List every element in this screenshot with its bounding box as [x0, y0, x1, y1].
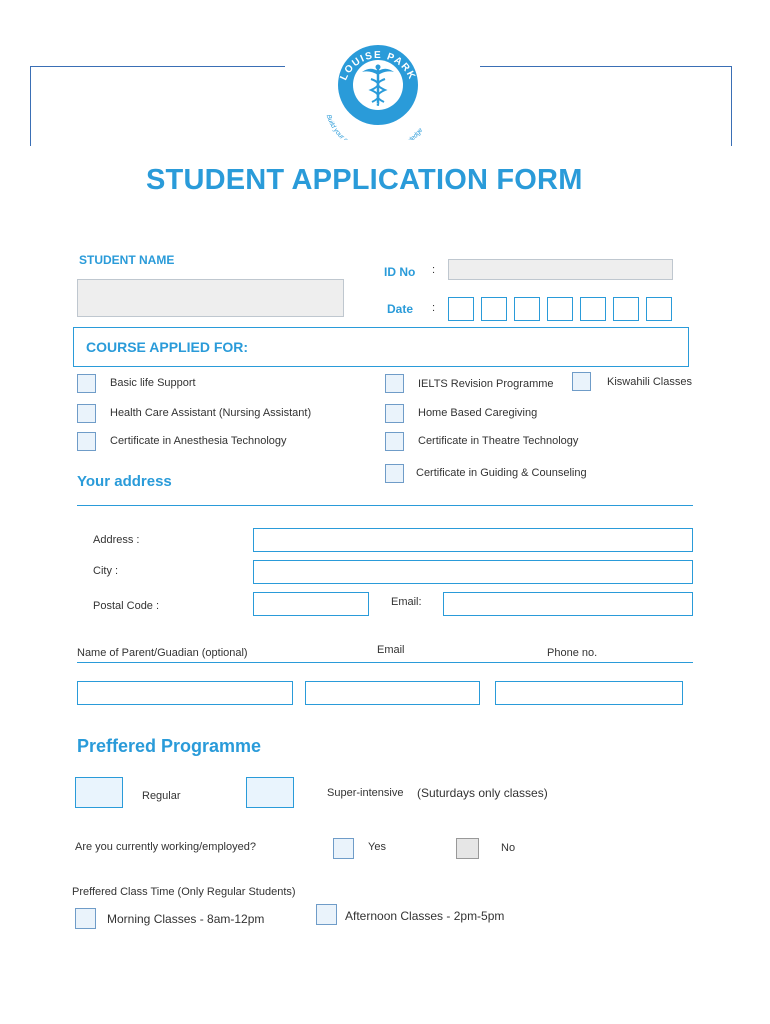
course-guiding-counseling: Certificate in Guiding & Counseling: [416, 467, 587, 479]
programme-heading: Preffered Programme: [77, 736, 262, 756]
programme-saturdays-note: (Suturdays only classes): [417, 786, 548, 800]
date-label: Date: [387, 302, 414, 316]
city-label: City :: [93, 565, 119, 577]
checkbox-employed-yes[interactable]: [333, 838, 354, 859]
course-basic-life-support: Basic life Support: [110, 377, 196, 389]
checkbox-health-care-assistant[interactable]: [77, 404, 96, 423]
city-field[interactable]: [253, 560, 693, 584]
afternoon-classes-label: Afternoon Classes - 2pm-5pm: [345, 909, 505, 923]
address-label: Address :: [93, 534, 140, 546]
date-digit-6[interactable]: [613, 297, 639, 321]
checkbox-guiding-counseling[interactable]: [385, 464, 404, 483]
parent-name-label: Name of Parent/Guadian (optional): [77, 647, 248, 659]
checkbox-kiswahili[interactable]: [572, 372, 591, 391]
address-heading: Your address: [77, 473, 172, 490]
course-anesthesia: Certificate in Anesthesia Technology: [110, 435, 287, 447]
student-name-label: STUDENT NAME: [79, 253, 175, 267]
programme-super-intensive: Super-intensive: [327, 787, 404, 799]
checkbox-ielts-revision[interactable]: [385, 374, 404, 393]
checkbox-anesthesia[interactable]: [77, 432, 96, 451]
date-digit-5[interactable]: [580, 297, 606, 321]
parent-phone-label: Phone no.: [547, 647, 598, 659]
checkbox-morning-classes[interactable]: [75, 908, 96, 929]
address-field[interactable]: [253, 528, 693, 552]
parent-email-label: Email: [377, 644, 405, 656]
course-theatre: Certificate in Theatre Technology: [418, 435, 579, 447]
course-health-care-assistant: Health Care Assistant (Nursing Assistant): [110, 407, 312, 419]
class-time-heading: Preffered Class Time (Only Regular Students): [72, 886, 296, 898]
course-home-based-caregiving: Home Based Caregiving: [418, 407, 538, 419]
address-email-label: Email:: [391, 596, 422, 608]
checkbox-super-intensive[interactable]: [246, 777, 294, 808]
parent-phone-field[interactable]: [495, 681, 683, 705]
logo-arc-inner: LLEGE OF HEALTH SCIENC: [350, 81, 406, 110]
parent-name-field[interactable]: [77, 681, 293, 705]
course-ielts-revision: IELTS Revision Programme: [418, 378, 554, 390]
postal-code-label: Postal Code :: [93, 600, 160, 612]
date-digit-3[interactable]: [514, 297, 540, 321]
checkbox-theatre[interactable]: [385, 432, 404, 451]
employed-no-label: No: [501, 842, 516, 854]
checkbox-regular[interactable]: [75, 777, 123, 808]
date-digit-4[interactable]: [547, 297, 573, 321]
id-no-colon: :: [432, 264, 436, 276]
checkbox-basic-life-support[interactable]: [77, 374, 96, 393]
date-digit-7[interactable]: [646, 297, 672, 321]
page-title: STUDENT APPLICATION FORM: [146, 164, 583, 196]
checkbox-afternoon-classes[interactable]: [316, 904, 337, 925]
date-colon: :: [432, 302, 436, 314]
course-heading: COURSE APPLIED FOR:: [86, 339, 249, 355]
frame-right-bracket: [480, 66, 732, 146]
id-no-label: ID No: [384, 265, 416, 279]
employment-question: Are you currently working/employed?: [75, 841, 256, 853]
logo-arc-top: LOUISE PARK: [338, 49, 418, 83]
address-divider: [77, 505, 693, 506]
parent-divider: [77, 662, 693, 663]
college-logo: [310, 40, 444, 140]
id-no-field[interactable]: [448, 259, 673, 280]
employed-yes-label: Yes: [368, 841, 386, 853]
frame-left-bracket: [30, 66, 285, 146]
parent-email-field[interactable]: [305, 681, 480, 705]
postal-code-field[interactable]: [253, 592, 369, 616]
logo-slogan: Build your ledge: [324, 113, 425, 140]
course-kiswahili: Kiswahili Classes: [607, 376, 692, 388]
date-digit-2[interactable]: [481, 297, 507, 321]
checkbox-home-based-caregiving[interactable]: [385, 404, 404, 423]
student-name-field[interactable]: [77, 279, 344, 317]
address-email-field[interactable]: [443, 592, 693, 616]
checkbox-employed-no[interactable]: [456, 838, 479, 859]
programme-regular: Regular: [142, 790, 181, 802]
morning-classes-label: Morning Classes - 8am-12pm: [107, 912, 265, 926]
date-digit-1[interactable]: [448, 297, 474, 321]
